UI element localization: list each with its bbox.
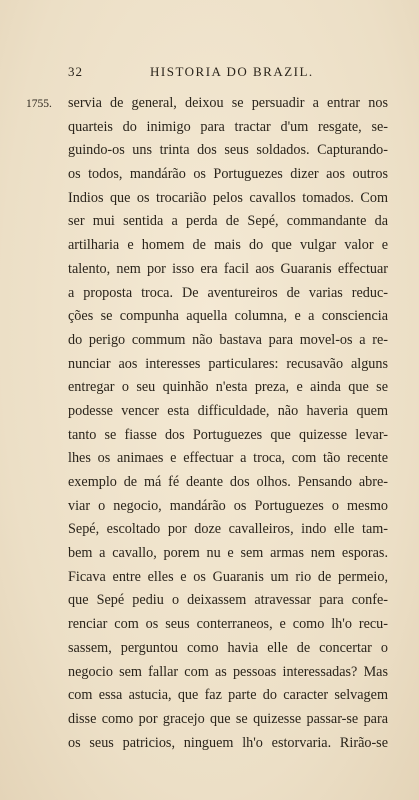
text-line: renciar com os seus conterraneos, e como lh'o recu- <box>68 616 388 633</box>
text-line: os seus patricios, ninguem lh'o estorvaria. Rirão-se <box>68 734 388 751</box>
text-line: exemplo de má fé deante dos olhos. Pensando abre- <box>68 474 388 490</box>
text-line: podesse vencer esta difficuldade, não haveria quem <box>68 402 388 419</box>
text-line: tanto se fiasse dos Portuguezes que quizesse levar- <box>68 426 388 443</box>
page-number: 32 <box>68 64 83 79</box>
text-line: Indios que os trocarião pelos cavallos tomados. Com <box>68 189 388 206</box>
text-line: ser mui sentida a perda de Sepé, commandante da <box>68 213 388 230</box>
text-line: os todos, mandárão os Portuguezes dizer aos outros <box>68 166 388 183</box>
running-head <box>68 64 368 82</box>
text-line: artilharia e homem de mais do que vulgar valor e <box>68 237 388 254</box>
text-line: viar o negocio, mandárão os Portuguezes o mesmo <box>68 497 388 514</box>
text-line: do perigo commum não bastava para movel-os a re- <box>68 331 388 348</box>
text-line: lhes os animaes e effectuar a troca, com tão recente <box>68 450 388 467</box>
text-line: a proposta troca. De aventureiros de varias reduc- <box>68 284 388 301</box>
text-line: bem a cavallo, porem nu e sem armas nem esporas. <box>68 545 388 562</box>
text-line: talento, nem por isso era facil aos Guaranis effectuar <box>68 260 388 277</box>
text-line: guindo-os uns trinta dos seus soldados. Capturando- <box>68 142 388 159</box>
margin-year-note: 1755. <box>26 98 52 110</box>
text-line: disse como por gracejo que se quizesse passar-se para <box>68 710 388 727</box>
text-line: Sepé, escoltado por doze cavalleiros, indo elle tam- <box>68 521 388 538</box>
text-line: negocio sem fallar com as pessoas interessadas? Mas <box>68 663 388 680</box>
text-line: quarteis do inimigo para tractar d'um resgate, se- <box>68 118 388 135</box>
text-line: servia de general, deixou se persuadir a entrar nos <box>68 95 388 111</box>
text-line: entregar o seu quinhão n'esta preza, e ainda que se <box>68 379 388 396</box>
text-line: Ficava entre elles e os Guaranis um rio de permeio, <box>68 568 388 585</box>
text-line: nunciar aos interesses particulares: recusavão alguns <box>68 355 388 372</box>
body-text <box>68 92 388 755</box>
running-title: HISTORIA DO BRAZIL. <box>150 64 314 79</box>
text-line: ções se compunha aquella columna, e a consciencia <box>68 308 388 325</box>
text-line: com essa astucia, que faz parte do caracter selvagem <box>68 687 388 704</box>
text-line: que Sepé pediu o deixassem atravessar para confe- <box>68 592 388 609</box>
text-line: sassem, perguntou como havia elle de concertar o <box>68 639 388 656</box>
